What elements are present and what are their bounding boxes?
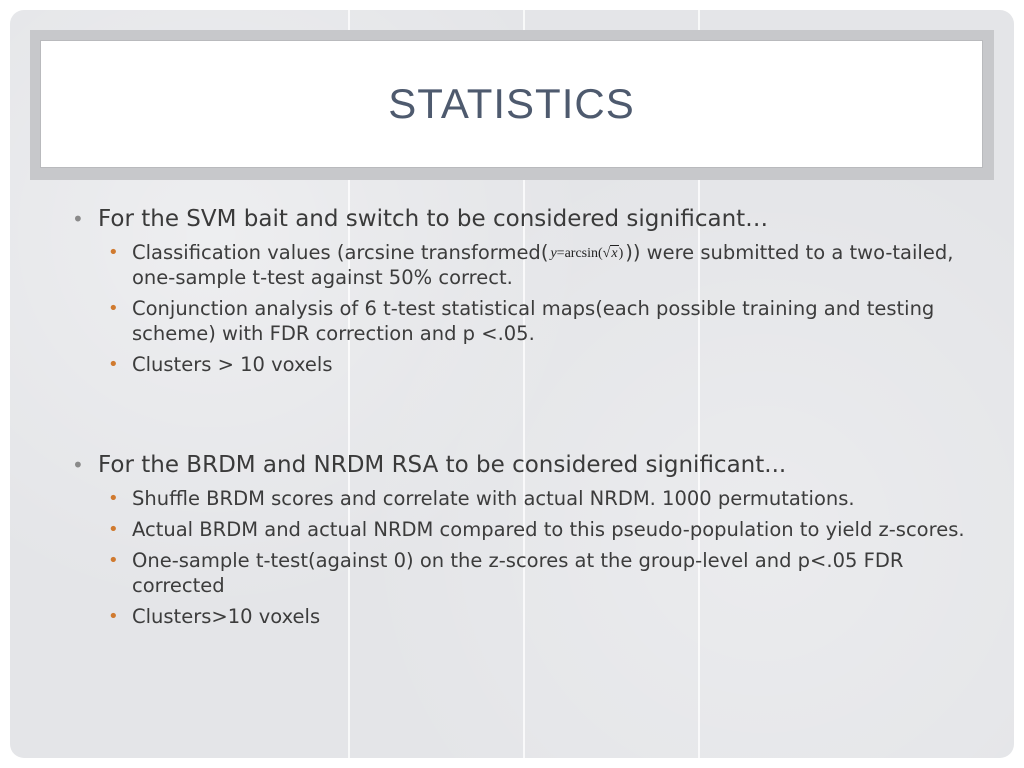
section2-item4: Clusters>10 voxels: [132, 605, 321, 628]
bullet-content: [68, 204, 988, 629]
slide: [10, 10, 1014, 758]
bullet-dot-icon: •: [108, 354, 119, 375]
section2-heading: For the BRDM and NRDM RSA to be considered significant...: [98, 452, 787, 478]
formula-lhs: y: [550, 246, 557, 261]
bullet-dot-icon: •: [72, 207, 84, 231]
slide-title: STATISTICS: [388, 80, 635, 127]
section1-item2: Conjunction analysis of 6 t-test statistical maps(each possible training and testing scheme) with FDR correction and p <.05.: [132, 297, 935, 345]
section2-item2: Actual BRDM and actual NRDM compared to this pseudo-population to yield z-scores.: [132, 518, 965, 541]
formula-close: ): [618, 246, 624, 261]
arcsine-formula: [548, 245, 625, 263]
level2-bullet: [68, 604, 988, 629]
level2-bullet: [68, 517, 988, 542]
section1-heading: For the SVM bait and switch to be considered significant…: [98, 206, 769, 232]
level1-bullet: [68, 450, 988, 480]
bullet-dot-icon: •: [108, 242, 119, 263]
formula-radical: √: [602, 246, 611, 261]
bullet-dot-icon: •: [108, 606, 119, 627]
section1-item1-before: Classification values (arcsine transformed(: [132, 241, 549, 264]
bullet-dot-icon: •: [108, 298, 119, 319]
bullet-dot-icon: •: [72, 453, 84, 477]
section2-item1: Shuffle BRDM scores and correlate with actual NRDM. 1000 permutations.: [132, 487, 855, 510]
bullet-dot-icon: •: [108, 519, 119, 540]
level2-bullet: [68, 352, 988, 377]
formula-eq: =: [556, 246, 565, 261]
level2-bullet: [68, 240, 988, 290]
section1-item1-after: )) were submitted to a two-tailed, one-sample t-test against 50% correct.: [132, 241, 954, 289]
section1-item3: Clusters > 10 voxels: [132, 353, 333, 376]
spacer: [68, 377, 988, 450]
title-box: [40, 40, 983, 168]
formula-fn: arcsin(: [564, 246, 603, 261]
level2-bullet: [68, 296, 988, 346]
level1-bullet: [68, 204, 988, 234]
level2-bullet: [68, 486, 988, 511]
bullet-dot-icon: •: [108, 488, 119, 509]
formula-sqrt: [610, 245, 618, 261]
formula-arg: x: [611, 246, 618, 261]
section2-item3: One-sample t-test(against 0) on the z-scores at the group-level and p<.05 FDR corrected: [132, 549, 904, 597]
bullet-dot-icon: •: [108, 550, 119, 571]
level2-bullet: [68, 548, 988, 598]
title-frame: [30, 30, 994, 180]
